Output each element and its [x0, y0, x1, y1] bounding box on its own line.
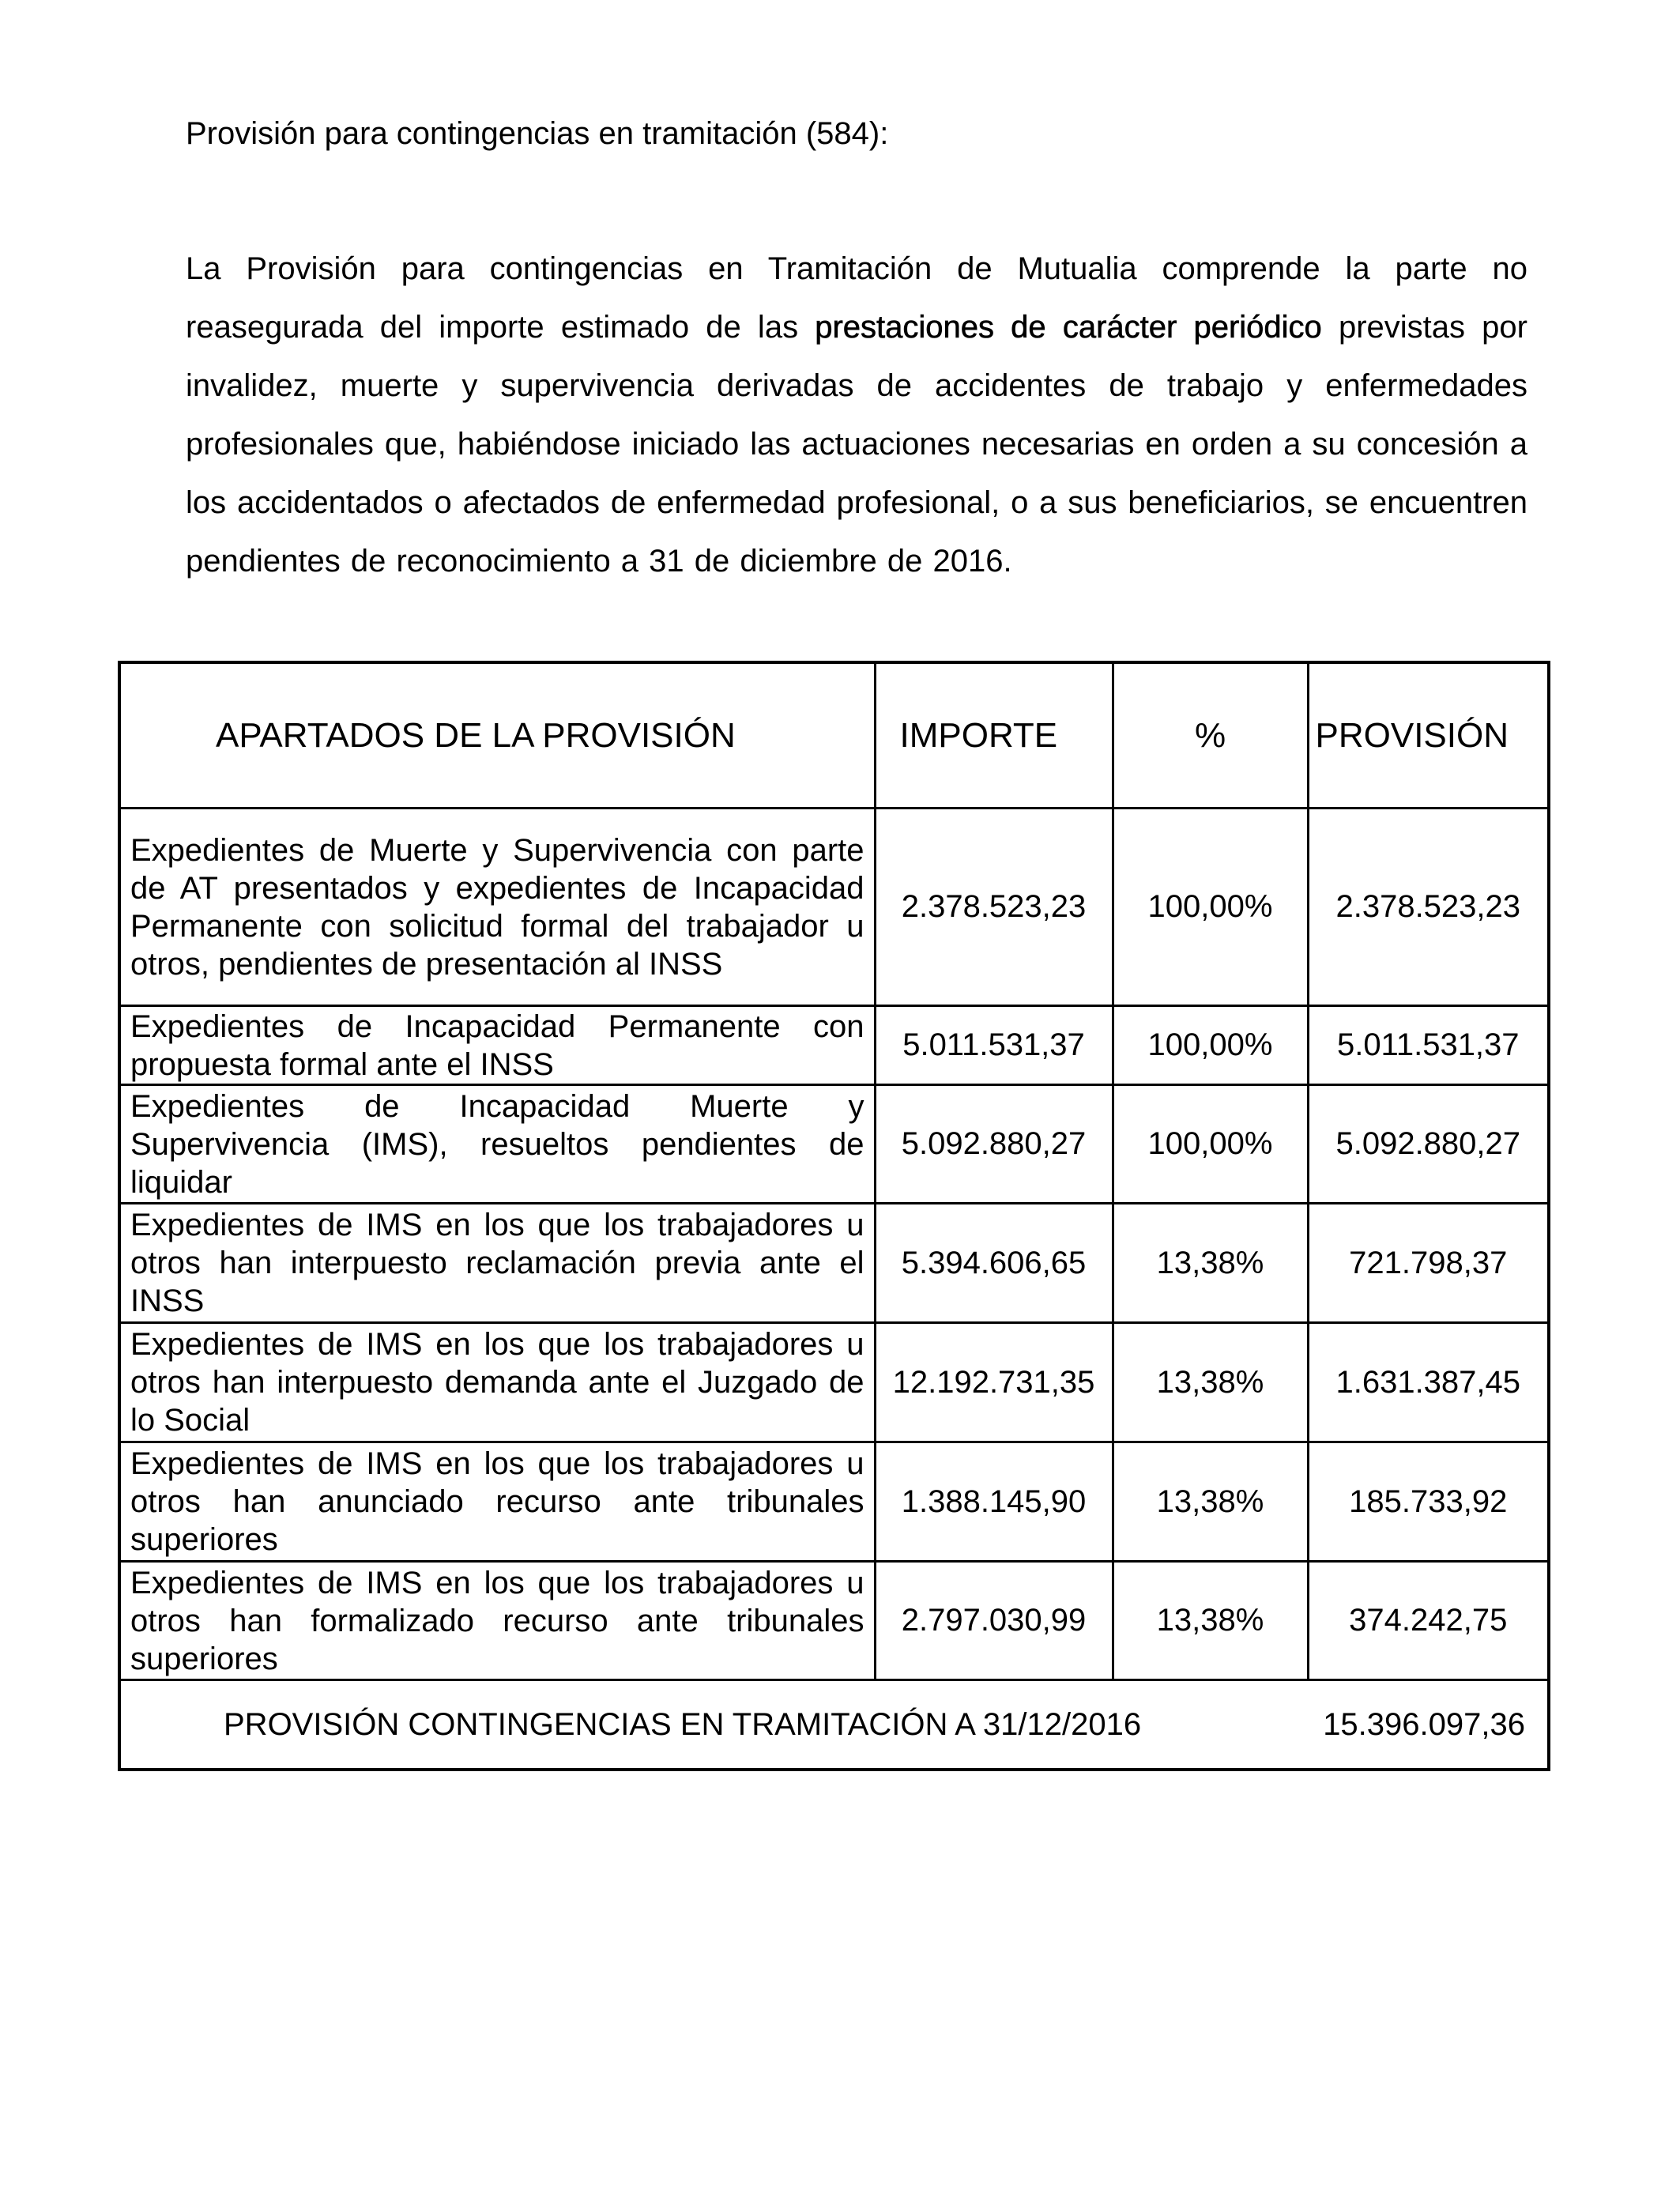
row-description: Expedientes de IMS en los que los trabajadores u otros han anunciado recurso ante tribunales superiores — [119, 1442, 875, 1562]
row-provision: 374.242,75 — [1308, 1562, 1549, 1680]
row-percentage: 100,00% — [1113, 809, 1308, 1006]
table-total-row — [119, 1680, 1549, 1770]
table-row — [119, 809, 1549, 1006]
row-provision: 2.378.523,23 — [1308, 809, 1549, 1006]
total-value: 15.396.097,36 — [1323, 1706, 1525, 1742]
table-header-row — [119, 662, 1549, 809]
row-description: Expedientes de IMS en los que los trabajadores u otros han interpuesto reclamación previa ante el INSS — [119, 1204, 875, 1323]
row-provision: 721.798,37 — [1308, 1204, 1549, 1323]
header-apartados: APARTADOS DE LA PROVISIÓN — [119, 662, 875, 809]
row-importe: 5.394.606,65 — [875, 1204, 1113, 1323]
table-row — [119, 1442, 1549, 1562]
row-percentage: 100,00% — [1113, 1006, 1308, 1085]
row-percentage: 100,00% — [1113, 1085, 1308, 1204]
row-importe: 12.192.731,35 — [875, 1323, 1113, 1442]
paragraph-text-start: La Provisión para contingencias en Tramitación de Mutualia comprende la parte no reasegurada del importe estimado de las — [186, 251, 1527, 345]
table-row — [119, 1085, 1549, 1204]
table-row — [119, 1204, 1549, 1323]
header-importe: IMPORTE — [875, 662, 1113, 809]
row-description: Expedientes de IMS en los que los trabajadores u otros han interpuesto demanda ante el Juzgado de lo Social — [119, 1323, 875, 1442]
paragraph-emphasis: prestaciones de carácter periódico — [815, 310, 1322, 345]
provision-table — [118, 661, 1550, 1771]
row-percentage: 13,38% — [1113, 1562, 1308, 1680]
row-provision: 185.733,92 — [1308, 1442, 1549, 1562]
row-description: Expedientes de Incapacidad Muerte y Supervivencia (IMS), resueltos pendientes de liquidar — [119, 1085, 875, 1204]
row-importe: 5.092.880,27 — [875, 1085, 1113, 1204]
row-description: Expedientes de Incapacidad Permanente con propuesta formal ante el INSS — [119, 1006, 875, 1085]
row-description: Expedientes de IMS en los que los trabajadores u otros han formalizado recurso ante tribunales superiores — [119, 1562, 875, 1680]
row-importe: 1.388.145,90 — [875, 1442, 1113, 1562]
row-importe: 5.011.531,37 — [875, 1006, 1113, 1085]
row-provision: 5.011.531,37 — [1308, 1006, 1549, 1085]
row-provision: 1.631.387,45 — [1308, 1323, 1549, 1442]
row-importe: 2.378.523,23 — [875, 809, 1113, 1006]
row-provision: 5.092.880,27 — [1308, 1085, 1549, 1204]
row-percentage: 13,38% — [1113, 1323, 1308, 1442]
header-provision: PROVISIÓN — [1308, 662, 1549, 809]
paragraph-text-end: previstas por invalidez, muerte y supervivencia derivadas de accidentes de trabajo y enfermedades profesionales que, habiéndose iniciado las actuaciones necesarias en orden a su concesión a los accidentados o afectados de enfermedad profesional, o a sus beneficiarios, se encuentren pendientes de reconocimiento a 31 de diciembre de 2016. — [186, 310, 1527, 579]
row-importe: 2.797.030,99 — [875, 1562, 1113, 1680]
body-paragraph — [186, 239, 1527, 590]
row-description: Expedientes de Muerte y Supervivencia con parte de AT presentados y expedientes de Incapacidad Permanente con solicitud formal del trabajador u otros, pendientes de presentación al INSS — [119, 809, 875, 1006]
row-percentage: 13,38% — [1113, 1442, 1308, 1562]
table-row — [119, 1323, 1549, 1442]
row-percentage: 13,38% — [1113, 1204, 1308, 1323]
table-row — [119, 1562, 1549, 1680]
table-row — [119, 1006, 1549, 1085]
header-percentage: % — [1113, 662, 1308, 809]
total-cell — [119, 1680, 1549, 1770]
section-heading: Provisión para contingencias en tramitación (584): — [186, 116, 889, 151]
total-label: PROVISIÓN CONTINGENCIAS EN TRAMITACIÓN A 31/12/2016 — [224, 1706, 1142, 1742]
